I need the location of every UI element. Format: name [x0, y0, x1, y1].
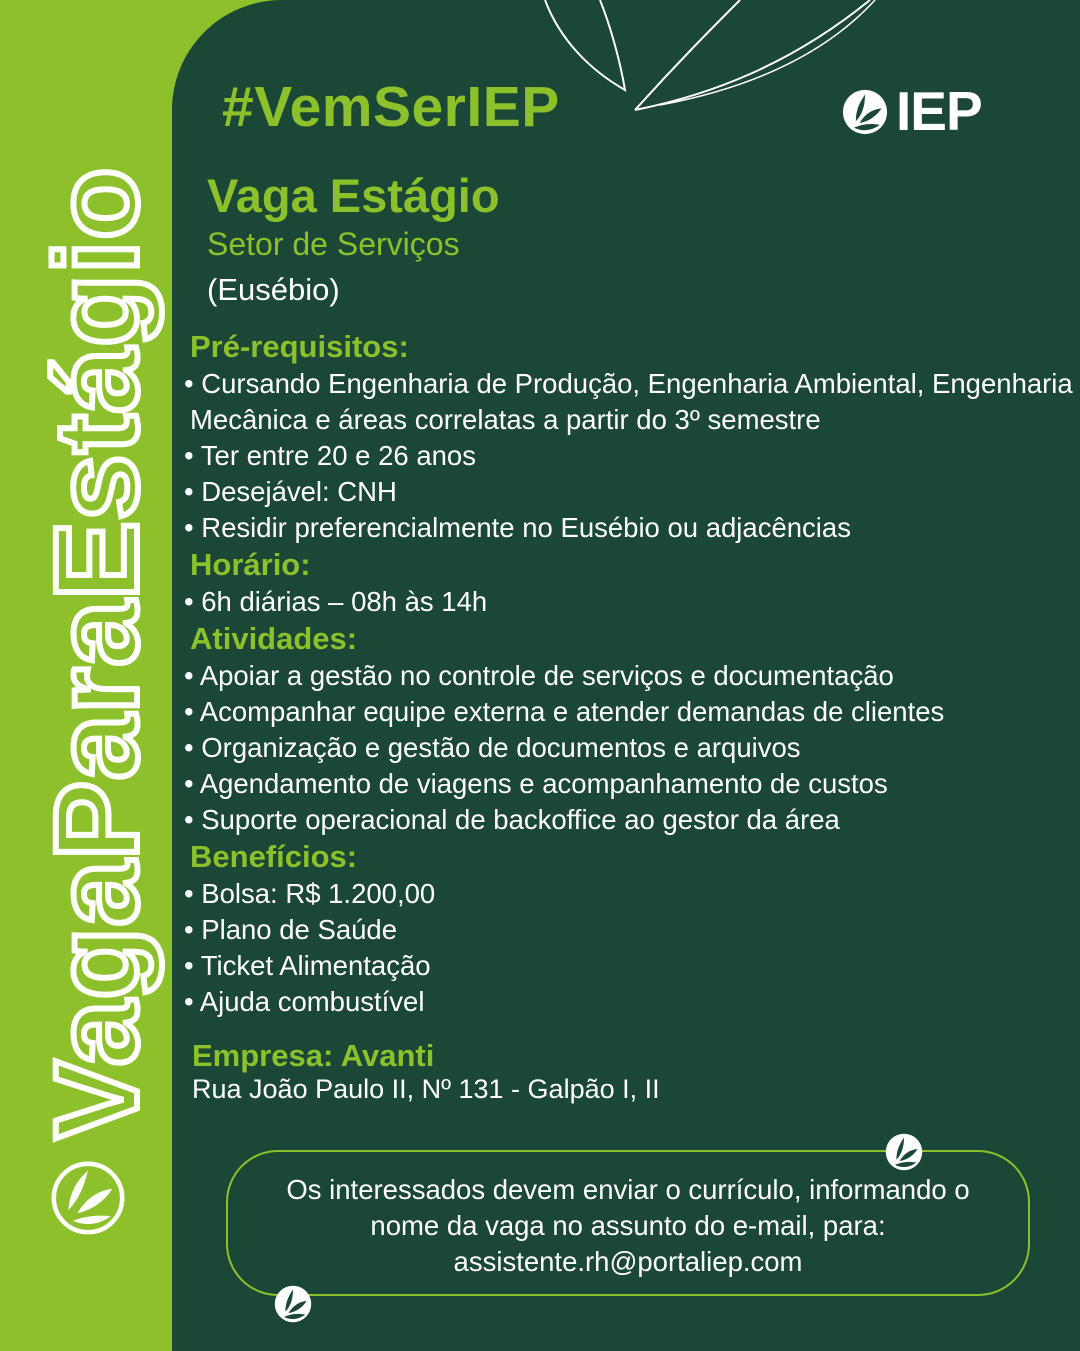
list-item: • 6h diárias – 08h às 14h: [184, 586, 488, 617]
list-item: • Cursando Engenharia de Produção, Engenharia Ambiental, Engenharia Mecânica e áreas correlatas a partir do 3º semestre: [184, 368, 1073, 435]
contact-line: nome da vaga no assunto do e-mail, para:: [370, 1210, 886, 1241]
job-title: Vaga Estágio: [207, 169, 500, 222]
job-location: (Eusébio): [207, 272, 340, 307]
list-item: • Ticket Alimentação: [184, 950, 431, 981]
list-item: • Ajuda combustível: [184, 986, 425, 1017]
iep-logo-icon: [842, 89, 888, 135]
list-item: • Desejável: CNH: [184, 476, 397, 507]
iep-logo-icon: [274, 1285, 312, 1323]
iep-logo-icon: [885, 1133, 923, 1171]
list-item: • Agendamento de viagens e acompanhamento de custos: [184, 768, 888, 799]
contact-line: Os interessados devem enviar o currículo, informando o: [286, 1174, 970, 1205]
list-item: • Organização e gestão de documentos e arquivos: [184, 732, 801, 763]
list-item: • Acompanhar equipe externa e atender demandas de clientes: [184, 696, 945, 727]
list-item: • Residir preferencialmente no Eusébio ou adjacências: [184, 512, 851, 543]
list-item: • Suporte operacional de backoffice ao gestor da área: [184, 804, 840, 835]
brand-name: IEP: [896, 80, 982, 142]
contact-text: [230, 1172, 1026, 1280]
activities-heading: Atividades:: [190, 621, 358, 656]
list-item: • Apoiar a gestão no controle de serviços e documentação: [184, 660, 894, 691]
list-item: • Bolsa: R$ 1.200,00: [184, 878, 436, 909]
iep-logo-icon: [50, 1160, 126, 1236]
list-item: • Ter entre 20 e 26 anos: [184, 440, 476, 471]
company-name: Empresa: Avanti: [192, 1038, 435, 1073]
benefits-heading: Benefícios:: [190, 839, 358, 874]
company-address: Rua João Paulo II, Nº 131 - Galpão I, II: [192, 1074, 660, 1104]
side-banner-text: VagaParaEstágio: [31, 166, 163, 1140]
job-details: [184, 328, 1076, 1020]
contact-email[interactable]: assistente.rh@portaliep.com: [453, 1246, 803, 1277]
hashtag-title: #VemSerIEP: [222, 75, 560, 139]
requirements-heading: Pré-requisitos:: [190, 329, 409, 364]
brand-logo: [842, 80, 982, 142]
list-item: • Plano de Saúde: [184, 914, 397, 945]
job-sector: Setor de Serviços: [207, 226, 460, 262]
schedule-heading: Horário:: [190, 547, 311, 582]
